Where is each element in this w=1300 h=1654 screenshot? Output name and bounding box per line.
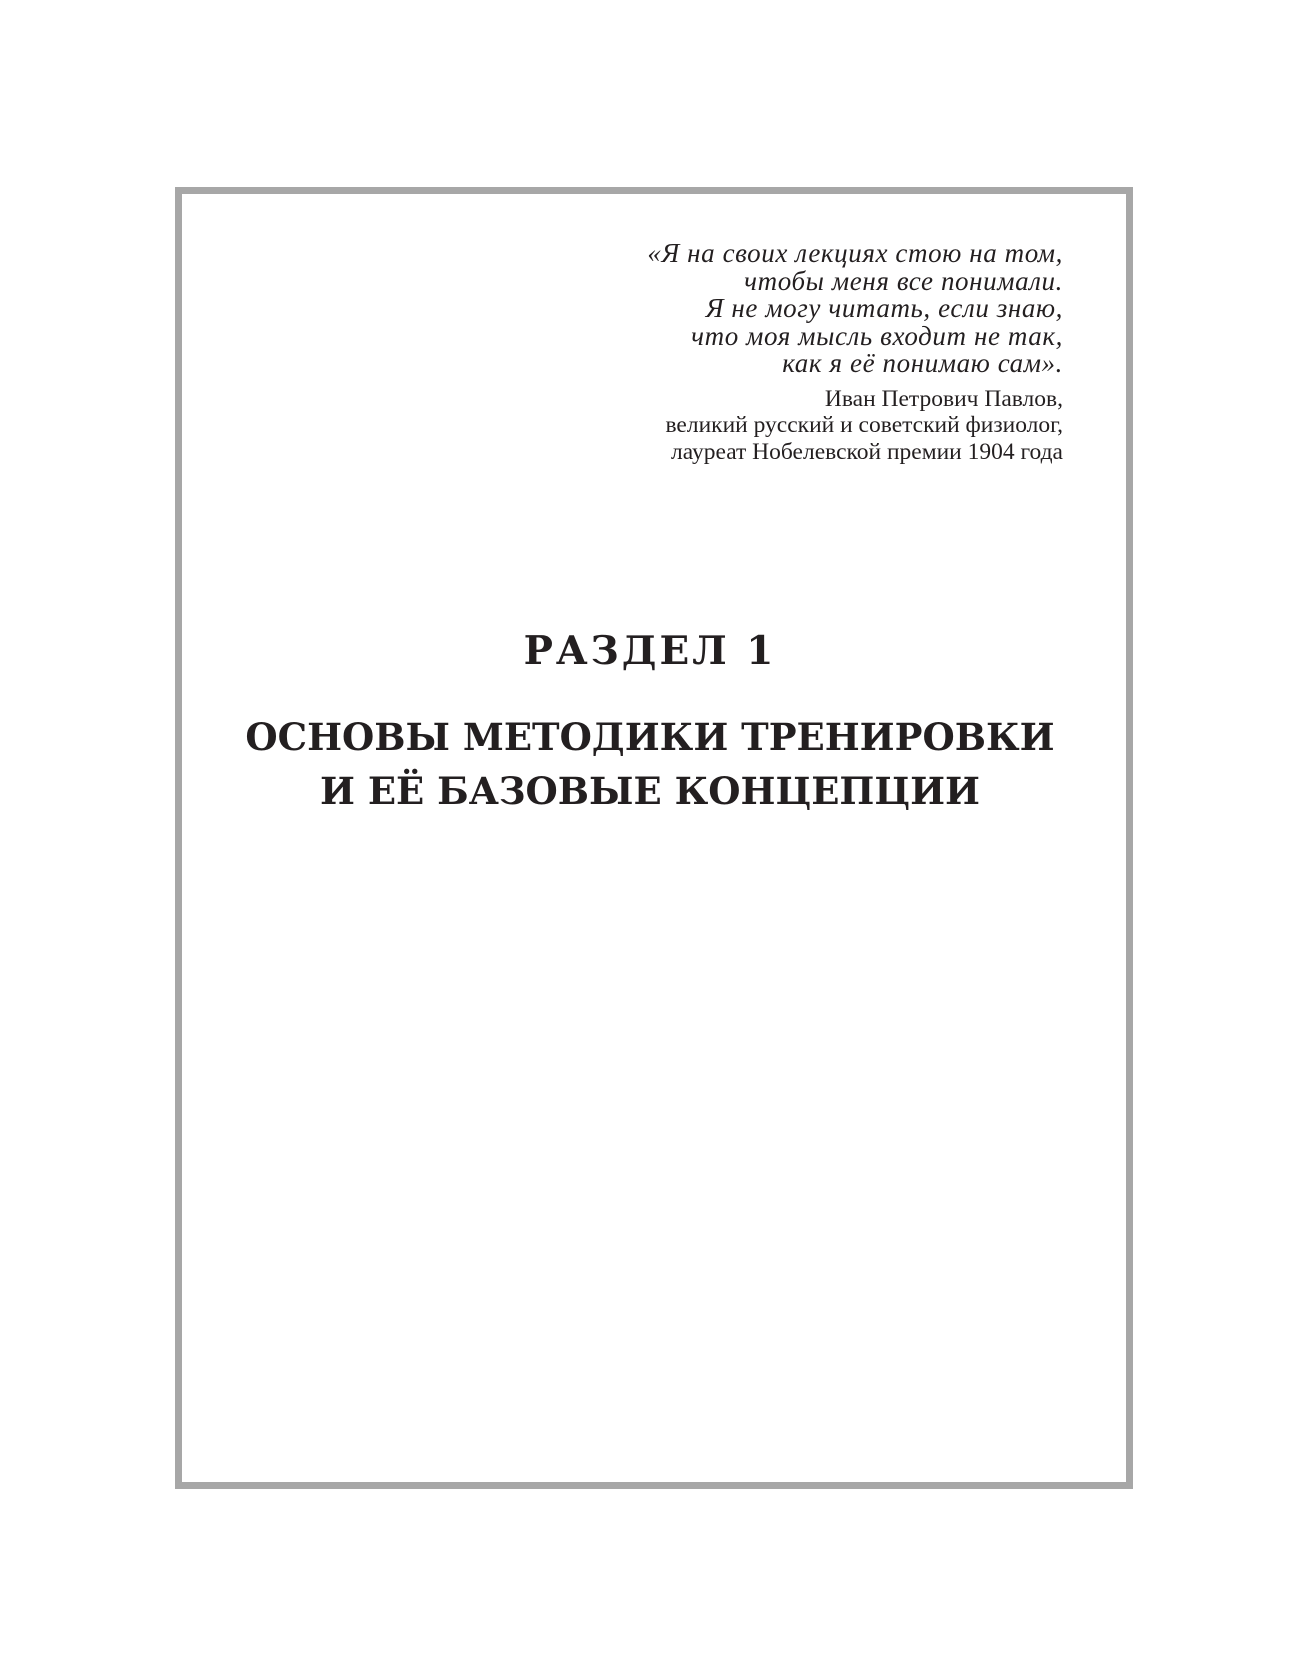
quote-line: как я её понимаю сам».	[782, 348, 1063, 378]
section-title	[0, 710, 1300, 818]
quote-line: что моя мысль входит не так,	[691, 320, 1063, 351]
quote-line: чтобы меня все понимали.	[744, 265, 1063, 296]
epigraph	[647, 240, 1063, 465]
attribution-line: Иван Петрович Павлов,	[824, 385, 1063, 412]
quote-line: «Я на своих лекциях стою на том,	[647, 238, 1063, 268]
epigraph-quote	[647, 240, 1063, 378]
section-title-line: И ЕЁ БАЗОВЫЕ КОНЦЕПЦИИ	[319, 769, 981, 813]
section-title-line: ОСНОВЫ МЕТОДИКИ ТРЕНИРОВКИ	[245, 715, 1055, 759]
quote-line: Я не могу читать, если знаю,	[705, 293, 1063, 323]
attribution-line: лауреат Нобелевской премии 1904 года	[671, 438, 1063, 465]
section-label: РАЗДЕЛ 1	[523, 628, 777, 674]
attribution-line: великий русский и советский физиолог,	[665, 412, 1063, 438]
epigraph-attribution	[647, 386, 1063, 466]
